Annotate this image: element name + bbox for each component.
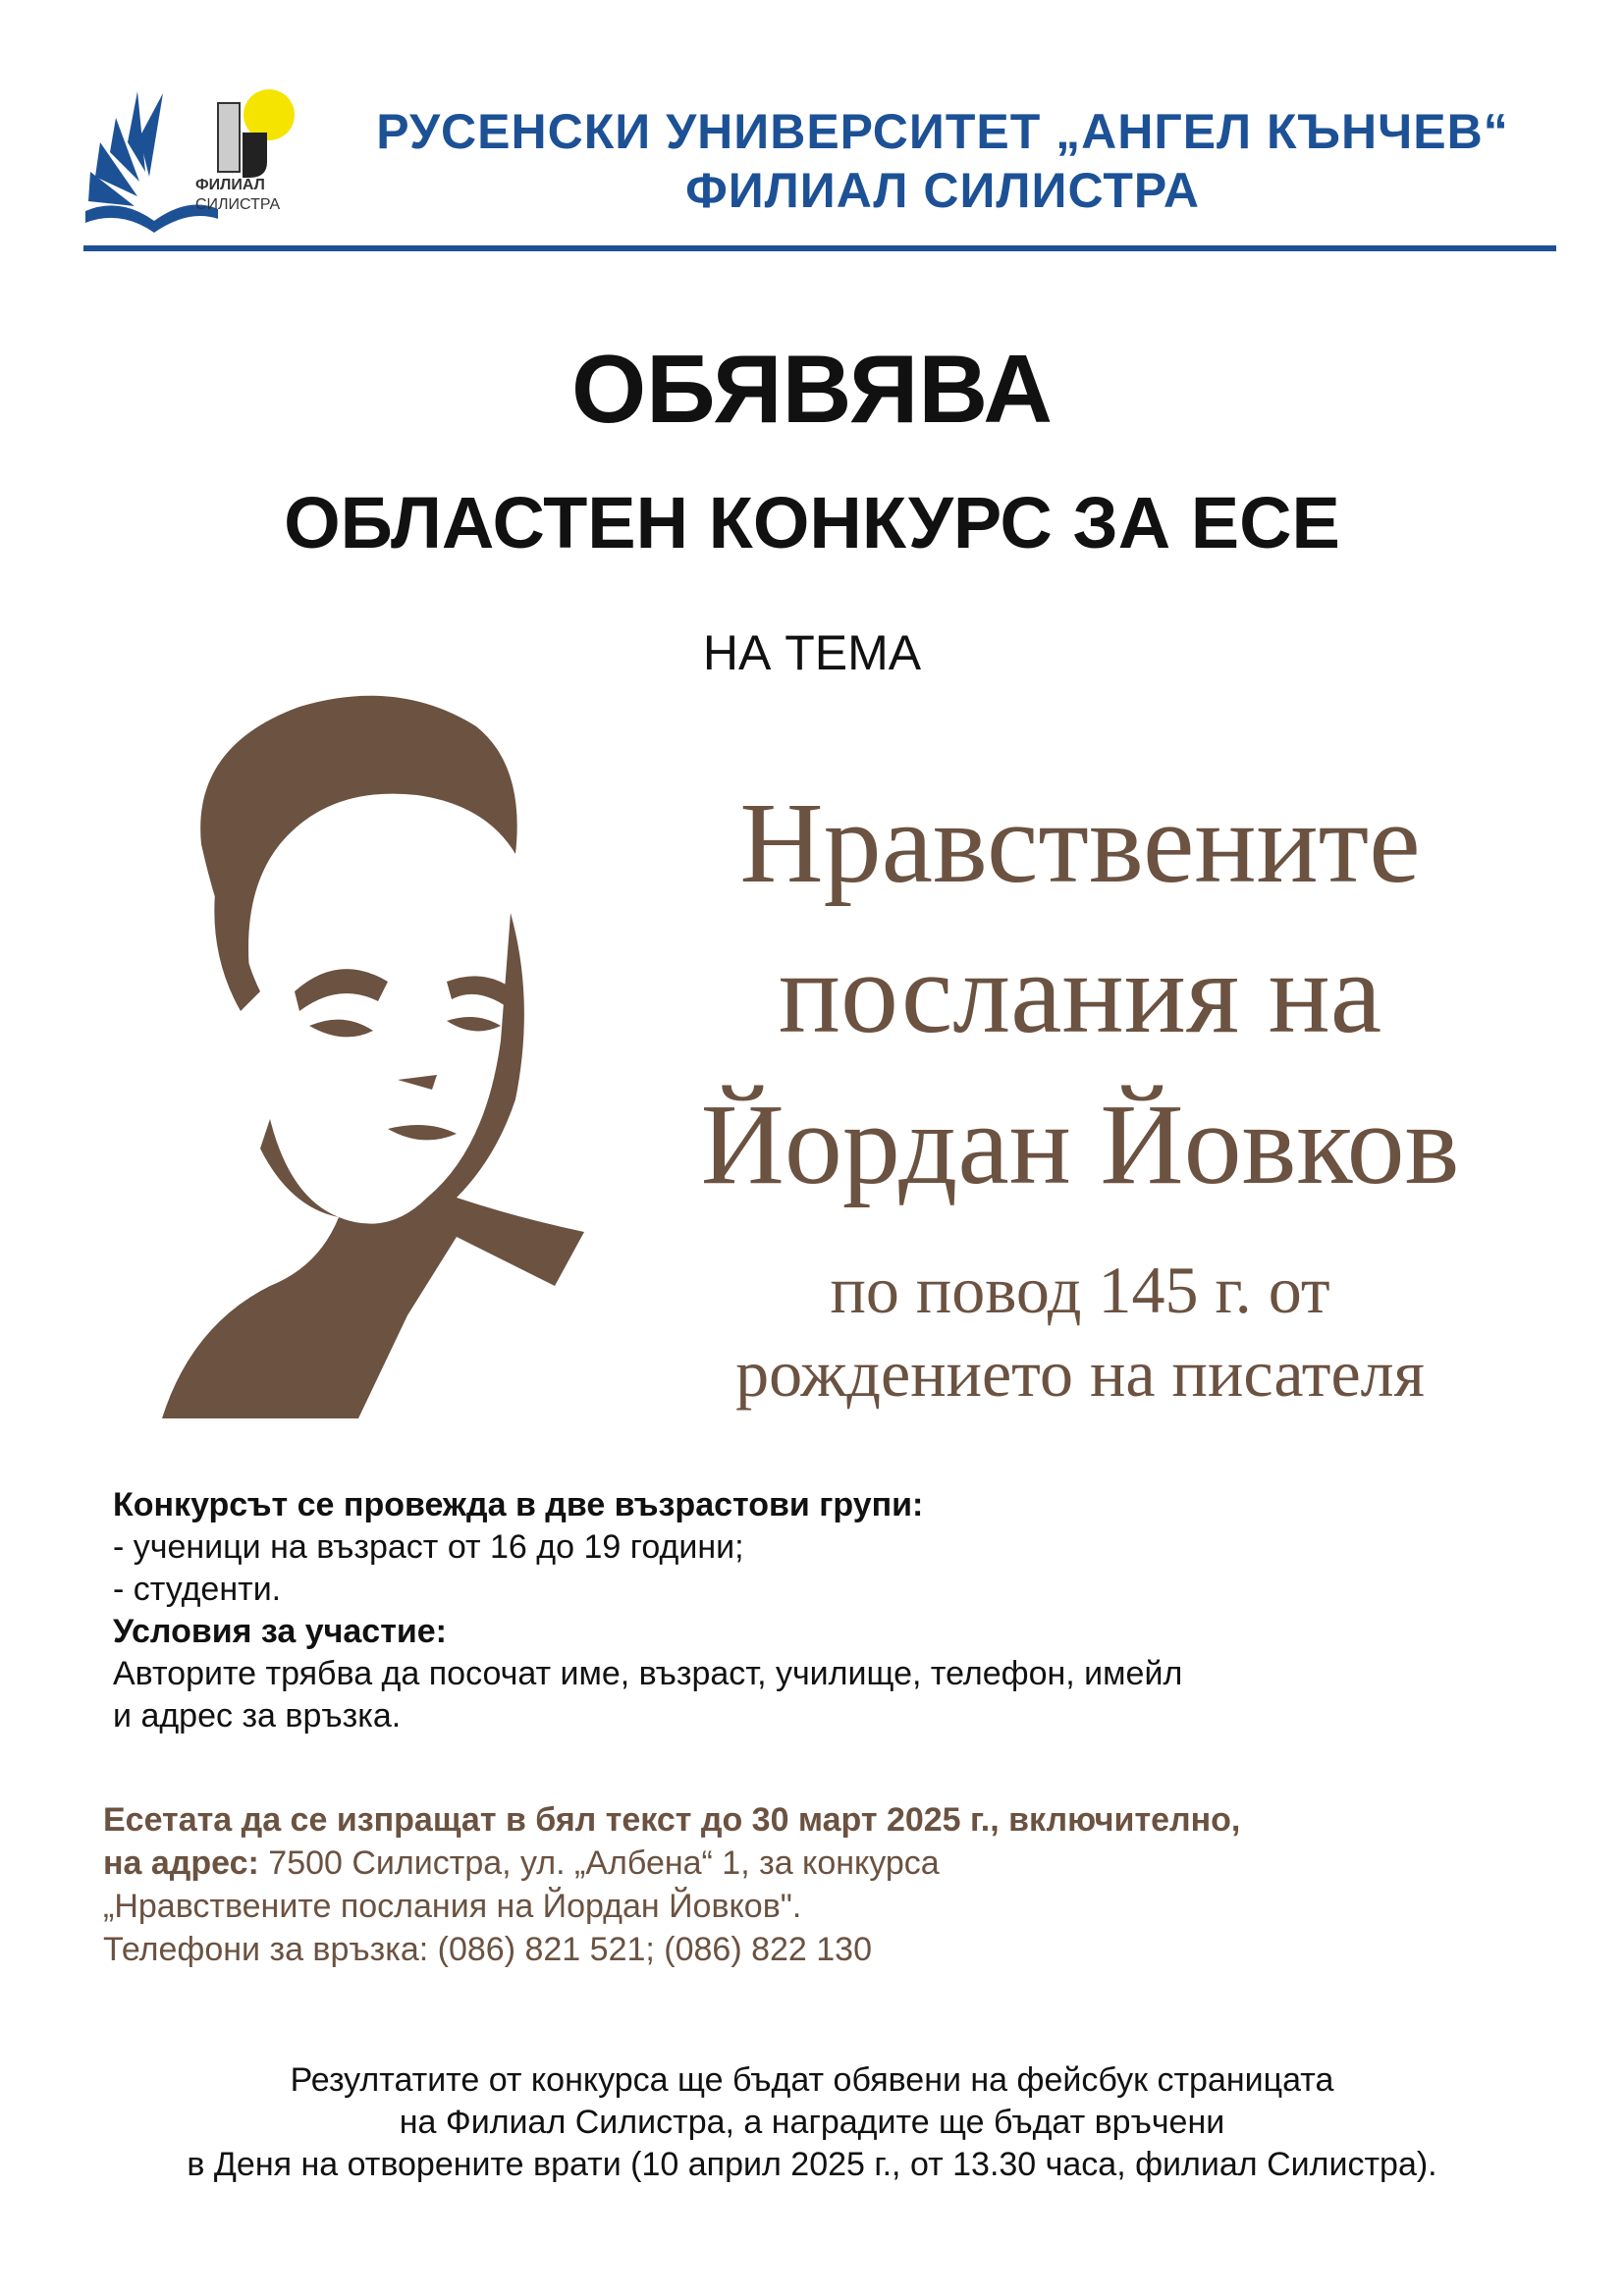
contact-phones: Телефони за връзка: (086) 821 521; (086) 822 130 — [103, 1931, 872, 1968]
group-students-school: - ученици на възраст от 16 до 19 години; — [113, 1528, 744, 1566]
conditions-text-1: Авторите трябва да посочат име, възраст, училище, телефон, имейл — [113, 1655, 1183, 1692]
results-line-3: в Деня на отворените врати (10 април 2025 г., от 13.30 часа, филиал Силистра). — [187, 2146, 1437, 2183]
conditions-text-2: и адрес за връзка. — [113, 1697, 402, 1735]
theme-subtitle-2: рождението на писателя — [735, 1336, 1425, 1411]
portrait-icon — [162, 687, 643, 1418]
university-logo — [81, 83, 301, 240]
theme-line-3: Йордан Йовков — [700, 1080, 1460, 1208]
contest-name-ref: „Нравствените послания на Йордан Йовков". — [103, 1888, 802, 1925]
university-name: РУСЕНСКИ УНИВЕРСИТЕТ „АНГЕЛ КЪНЧЕВ“ — [376, 104, 1509, 159]
branch-name: ФИЛИАЛ СИЛИСТРА — [685, 163, 1200, 218]
contest-details — [113, 1484, 1182, 1737]
theme-label: НА ТЕМА — [702, 625, 922, 680]
yovkov-portrait — [162, 687, 643, 1418]
results-line-1: Резултатите от конкурса ще бъдат обявени на фейсбук страницата — [290, 2061, 1334, 2099]
logo-text-filial: ФИЛИАЛ — [195, 177, 265, 193]
header-divider — [83, 245, 1556, 251]
address: 7500 Силистра, ул. „Албена“ 1, за конкурса — [258, 1844, 940, 1882]
groups-heading: Конкурсът се провежда в две възрастови групи: — [113, 1486, 924, 1523]
group-university-students: - студенти. — [113, 1571, 282, 1608]
theme-line-1: Нравствените — [739, 778, 1421, 907]
theme-subtitle-1: по повод 145 г. от — [830, 1253, 1330, 1327]
announce-heading: ОБЯВЯВА — [570, 335, 1054, 443]
results-info — [0, 2059, 1624, 2186]
conditions-heading: Условия за участие: — [113, 1613, 447, 1650]
logo-book-icon — [81, 83, 301, 240]
results-line-2: на Филиал Силистра, а наградите ще бъдат връчени — [399, 2104, 1225, 2141]
submission-deadline: Есетата да се изпращат в бял текст до 30 март 2025 г., включително, — [103, 1801, 1241, 1839]
logo-text-silistra: СИЛИСТРА — [195, 196, 281, 213]
contest-heading: ОБЛАСТЕН КОНКУРС ЗА ЕСЕ — [284, 482, 1340, 563]
address-label: на адрес: — [103, 1844, 259, 1882]
submission-info — [103, 1798, 1240, 1971]
theme-line-2: послания на — [778, 929, 1382, 1057]
